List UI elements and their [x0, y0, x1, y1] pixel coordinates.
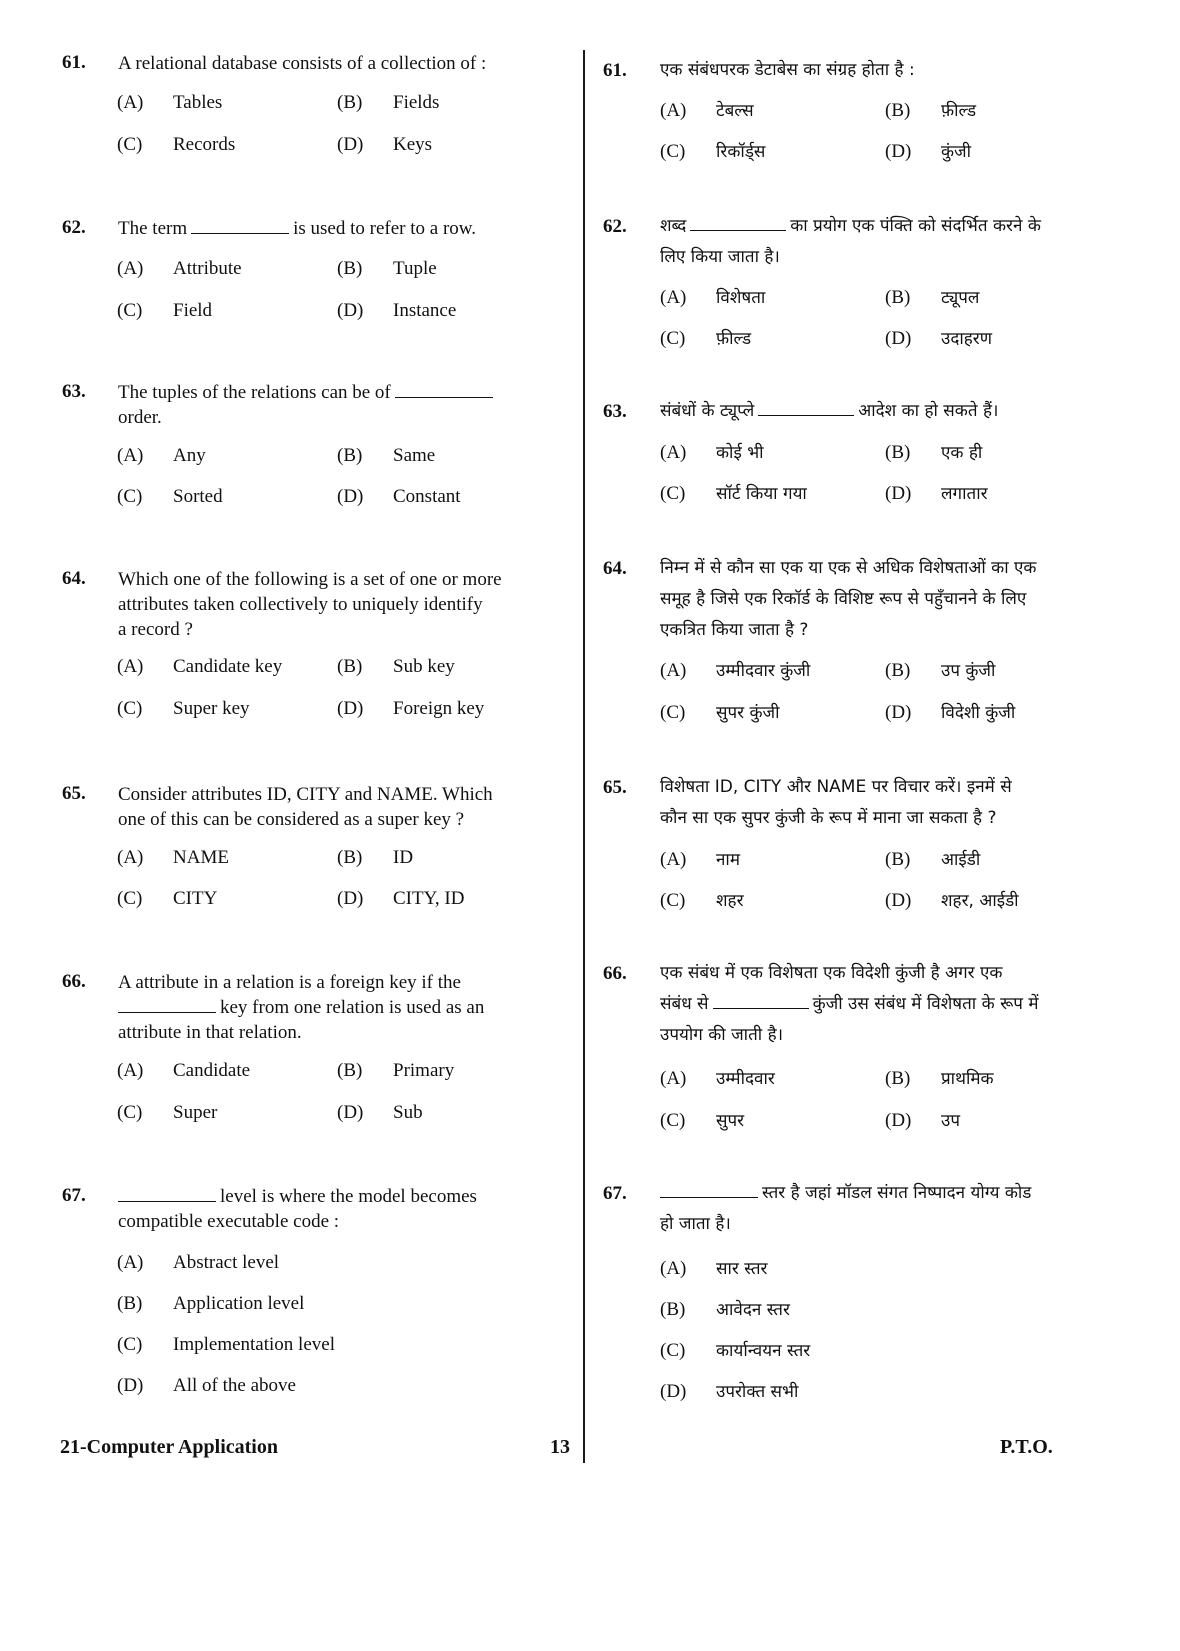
option-a: (A) कोई भी [660, 442, 764, 463]
option-b: (B) प्राथमिक [885, 1068, 994, 1089]
footer-subject: 21-Computer Application [60, 1436, 278, 1458]
option-c: (C) Field [117, 300, 213, 321]
question-number: 64. [603, 558, 627, 579]
option-d: (D) कुंजी [885, 141, 972, 162]
question-number: 64. [62, 568, 86, 589]
option-b: (B) Tuple [337, 258, 437, 279]
option-a: (A) Abstract level [117, 1252, 280, 1273]
option-b: (B) ट्यूपल [885, 287, 980, 308]
option-a: (A) विशेषता [660, 287, 766, 308]
option-a: (A) Candidate key [117, 656, 283, 677]
question-number: 63. [603, 401, 627, 422]
option-d: (D) All of the above [117, 1375, 296, 1396]
question-number: 62. [603, 216, 627, 237]
option-d: (D) Foreign key [337, 698, 485, 719]
option-d: (D) Sub [337, 1102, 423, 1123]
option-d: (D) उप [885, 1110, 960, 1131]
option-b: (B) Same [337, 445, 436, 466]
option-a: (A) सार स्तर [660, 1258, 768, 1279]
option-c: (C) Sorted [117, 486, 223, 507]
option-b: (B) Fields [337, 92, 440, 113]
option-d: (D) Instance [337, 300, 457, 321]
question-stem: विशेषता ID, CITY और NAME पर विचार करें। इनमें से कौन सा एक सुपर कुंजी के रूप में माना जा सकता है ? [660, 777, 1012, 828]
option-a: (A) उम्मीदवार कुंजी [660, 660, 811, 681]
option-a: (A) Attribute [117, 258, 242, 279]
option-b: (B) Application level [117, 1293, 305, 1314]
question-stem: The term is used to refer to a row. [118, 218, 477, 239]
option-d: (D) CITY, ID [337, 888, 465, 909]
question-number: 63. [62, 381, 86, 402]
option-c: (C) सुपर कुंजी [660, 702, 780, 723]
question-number: 61. [603, 60, 627, 81]
option-c: (C) Implementation level [117, 1334, 335, 1355]
option-b: (B) फ़ील्ड [885, 100, 977, 121]
option-b: (B) एक ही [885, 442, 983, 463]
blank-line [118, 1185, 216, 1202]
option-d: (D) Keys [337, 134, 433, 155]
question-stem: शब्द का प्रयोग एक पंक्ति को संदर्भित करने के लिए किया जाता है। [660, 216, 1041, 267]
question-number: 65. [62, 783, 86, 804]
option-c: (C) फ़ील्ड [660, 328, 752, 349]
option-d: (D) विदेशी कुंजी [885, 702, 1016, 723]
option-d: (D) शहर, आईडी [885, 890, 1019, 911]
option-a: (A) नाम [660, 849, 741, 870]
option-d: (D) उपरोक्त सभी [660, 1381, 799, 1402]
option-a: (A) उम्मीदवार [660, 1068, 775, 1089]
option-c: (C) Super key [117, 698, 250, 719]
option-d: (D) Constant [337, 486, 461, 507]
option-a: (A) टेबल्स [660, 100, 754, 121]
option-c: (C) CITY [117, 888, 218, 909]
blank-line [395, 381, 493, 398]
option-c: (C) शहर [660, 890, 744, 911]
option-a: (A) Any [117, 445, 206, 466]
footer-pto: P.T.O. [1000, 1436, 1053, 1458]
question-stem: निम्न में से कौन सा एक या एक से अधिक विशेषताओं का एक समूह है जिसे एक रिकॉर्ड के विशिष्ट रूप से पहुँचानने के लिए एकत्रित किया जाता है ? [660, 558, 1037, 640]
blank-line [191, 217, 289, 234]
blank-line [713, 992, 809, 1009]
option-b: (B) आवेदन स्तर [660, 1299, 790, 1320]
option-c: (C) रिकॉर्ड्स [660, 141, 766, 162]
question-number: 67. [62, 1185, 86, 1206]
option-a: (A) Tables [117, 92, 223, 113]
question-number: 66. [603, 963, 627, 984]
option-c: (C) Super [117, 1102, 218, 1123]
column-divider [583, 50, 585, 1463]
option-b: (B) Sub key [337, 656, 455, 677]
option-b: (B) Primary [337, 1060, 455, 1081]
question-number: 62. [62, 217, 86, 238]
question-stem: एक संबंध में एक विशेषता एक विदेशी कुंजी है अगर एक संबंध से कुंजी उस संबंध में विशेषता के रूप में उपयोग की जाती है। [660, 963, 1039, 1045]
option-b: (B) ID [337, 847, 414, 868]
blank-line [758, 399, 854, 416]
option-b: (B) उप कुंजी [885, 660, 996, 681]
question-stem: Which one of the following is a set of one or more attributes taken collectively to uniquely identify a record ? [118, 569, 502, 640]
question-number: 67. [603, 1183, 627, 1204]
question-number: 66. [62, 971, 86, 992]
page-number: 13 [550, 1436, 570, 1458]
blank-line [118, 996, 216, 1013]
question-stem: A relational database consists of a collection of : [118, 53, 487, 74]
question-stem: level is where the model becomes compatible executable code : [118, 1186, 477, 1232]
question-number: 61. [62, 52, 86, 73]
option-a: (A) Candidate [117, 1060, 251, 1081]
option-c: (C) कार्यान्वयन स्तर [660, 1340, 811, 1361]
question-stem: Consider attributes ID, CITY and NAME. Which one of this can be considered as a super key ? [118, 784, 493, 830]
question-stem: A attribute in a relation is a foreign key if the key from one relation is used as an attribute in that relation. [118, 972, 485, 1043]
option-d: (D) उदाहरण [885, 328, 993, 349]
blank-line [660, 1181, 758, 1198]
option-b: (B) आईडी [885, 849, 981, 870]
question-stem: संबंधों के ट्यूप्ले आदेश का हो सकते हैं। [660, 401, 999, 421]
option-c: (C) सॉर्ट किया गया [660, 483, 807, 504]
question-stem: The tuples of the relations can be of order. [118, 380, 568, 430]
question-number: 65. [603, 777, 627, 798]
option-d: (D) लगातार [885, 483, 988, 504]
option-c: (C) Records [117, 134, 236, 155]
question-stem: स्तर है जहां मॉडल संगत निष्पादन योग्य कोड हो जाता है। [660, 1183, 1032, 1234]
question-stem: एक संबंधपरक डेटाबेस का संग्रह होता है : [660, 60, 915, 80]
option-c: (C) सुपर [660, 1110, 745, 1131]
blank-line [690, 214, 786, 231]
option-a: (A) NAME [117, 847, 229, 868]
